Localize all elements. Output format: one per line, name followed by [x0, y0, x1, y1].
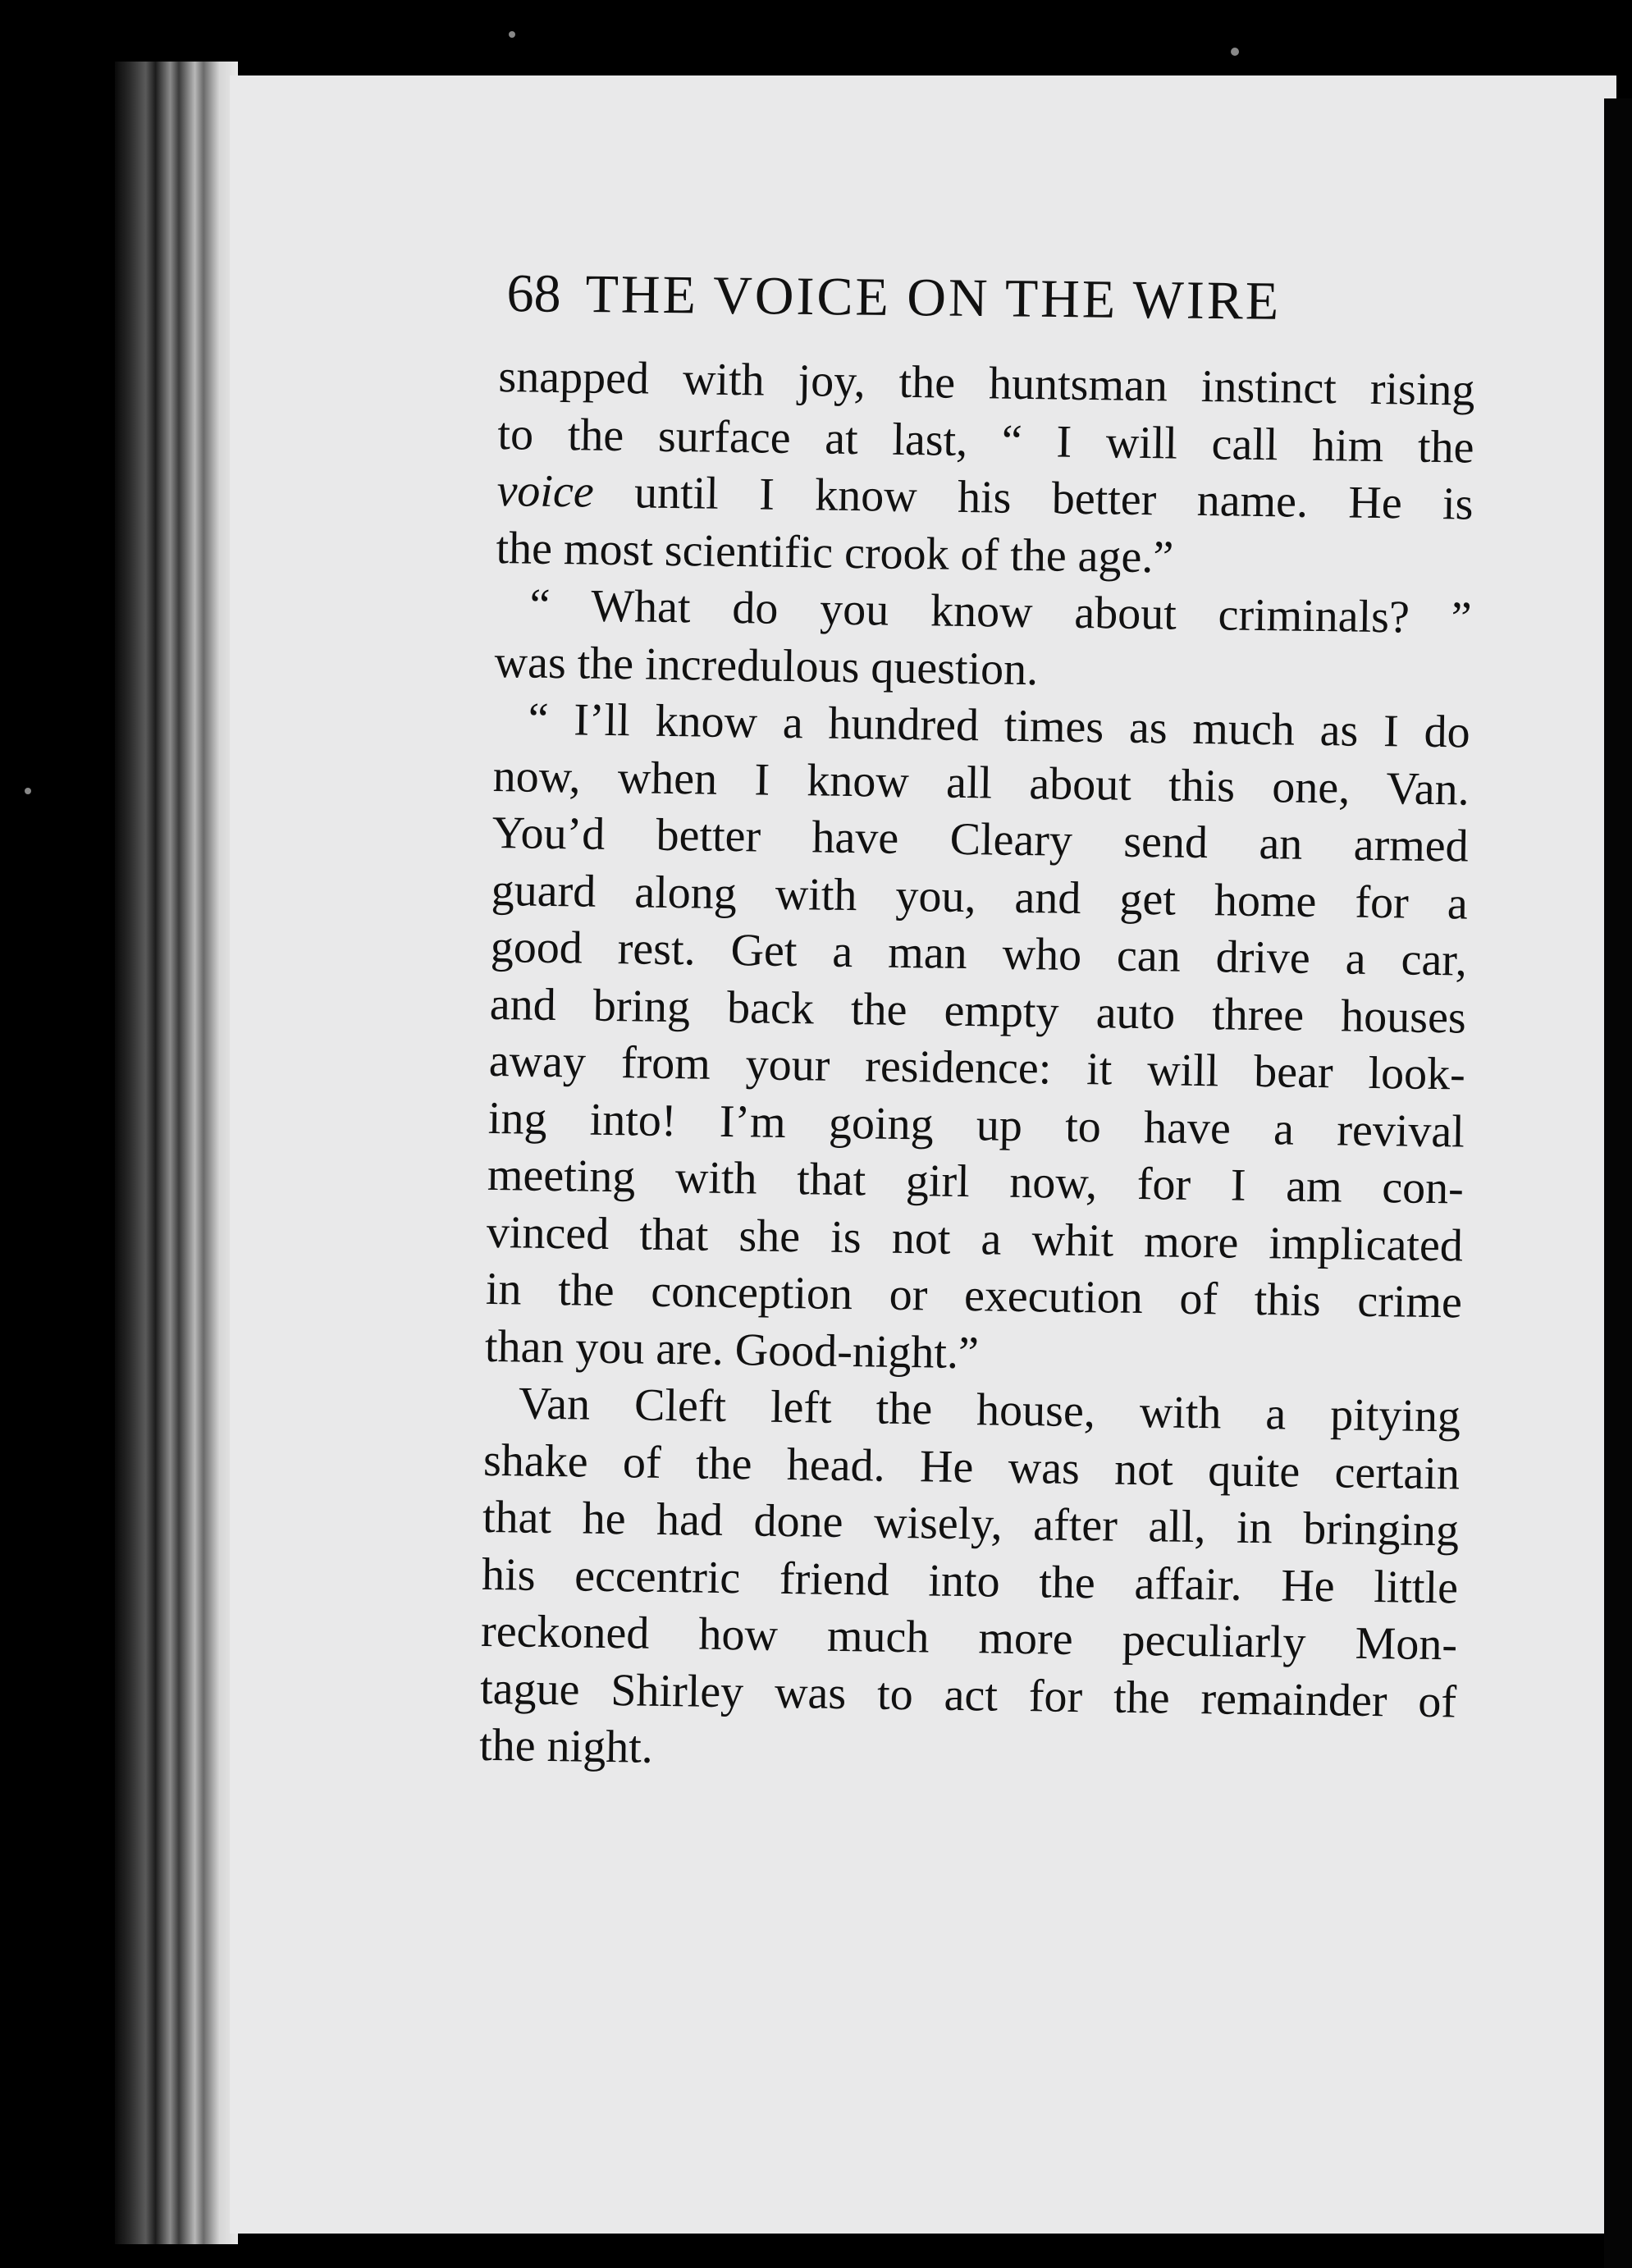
text-line: that he had done wisely, after all, in bringing — [482, 1491, 1460, 1557]
text-line: now, when I know all about this one, Van. — [492, 750, 1470, 816]
dust-speck — [509, 31, 515, 38]
running-header — [506, 261, 1385, 336]
text-line: to the surface at last, “ I will call him the — [497, 408, 1474, 473]
text-fragment: until I know his better name. He is — [593, 466, 1474, 530]
text-line: was the incredulous question. — [494, 636, 1039, 695]
text-line: You’d better have Cleary send an armed — [491, 807, 1470, 872]
page-number: 68 — [506, 263, 561, 324]
running-title: THE VOICE ON THE WIRE — [585, 264, 1282, 332]
text-line: his eccentric friend into the affair. He little — [481, 1548, 1459, 1613]
frame-edge — [1604, 98, 1632, 2268]
text-line: and bring back the empty auto three houses — [489, 978, 1467, 1044]
text-line: vinced that she is not a whit more implicated — [486, 1206, 1464, 1272]
text-line: meeting with that girl now, for I am con- — [487, 1149, 1465, 1214]
dust-speck — [1231, 48, 1239, 56]
page-body — [479, 349, 1475, 1788]
text-line: the night. — [478, 1719, 654, 1773]
text-line: reckoned how much more peculiarly Mon- — [480, 1605, 1458, 1671]
text-line: “ I’ll know a hundred times as much as I do — [528, 693, 1471, 758]
italic-word: voice — [496, 464, 595, 518]
text-line: guard along with you, and get home for a — [491, 864, 1469, 930]
text-line: Van Cleft left the house, with a pitying — [518, 1378, 1461, 1443]
text-line: good rest. Get a man who can drive a car, — [490, 921, 1468, 986]
text-line: away from your residence: it will bear look- — [488, 1035, 1466, 1100]
text-line: the most scientific crook of the age.” — [496, 522, 1174, 583]
text-line: tague Shirley was to act for the remainder of — [479, 1662, 1457, 1727]
text-line: in the conception or execution of this crime — [485, 1263, 1463, 1328]
dust-speck — [25, 788, 31, 794]
text-line: “ What do you know about criminals? ” — [529, 579, 1472, 644]
text-line: snapped with joy, the huntsman instinct rising — [498, 350, 1475, 416]
text-line: than you are. Good-night.” — [484, 1320, 980, 1379]
text-line: ing into! I’m going up to have a revival — [487, 1092, 1465, 1158]
book-gutter — [115, 62, 238, 2244]
text-line: shake of the head. He was not quite certain — [482, 1434, 1461, 1499]
